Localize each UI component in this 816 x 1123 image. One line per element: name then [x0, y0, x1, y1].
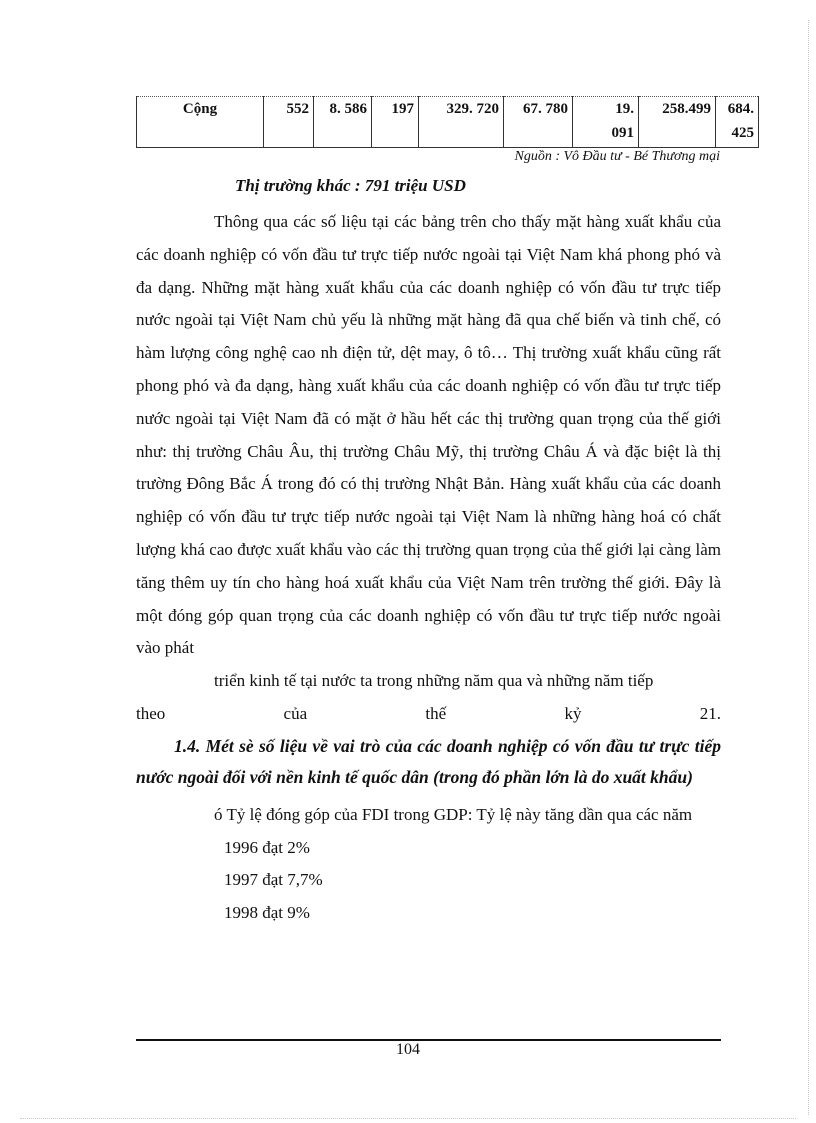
- table-cell: 8. 586: [314, 97, 372, 148]
- table-row: [137, 97, 759, 148]
- table-cell: 684. 425: [716, 97, 759, 148]
- page-edge-right: [808, 20, 809, 1115]
- word: của: [283, 703, 308, 723]
- word: 21.: [699, 703, 721, 723]
- word: thế: [425, 703, 447, 723]
- paragraph-development-end: [136, 698, 721, 731]
- fdi-rate-1998: 1998 đạt 9%: [224, 903, 310, 923]
- fdi-rate-1996: 1996 đạt 2%: [224, 837, 310, 857]
- word: theo: [136, 703, 166, 723]
- total-row-table: [136, 96, 759, 148]
- page-number: 104: [396, 1041, 420, 1058]
- paragraph-export: Thông qua các số liệu tại các bảng trên cho thấy mặt hàng xuất khẩu của các doanh nghiệp có vốn đầu tư trực tiếp nước ngoài tại Việt Nam khá phong phó và đa dạng. Những mặt hàng xuất khẩu của các doanh nghiệp có vốn đầu tư trực tiếp nước ngoài tại Việt Nam chủ yếu là những mặt hàng đã qua chế biến và tinh chế, có hàm lượng công nghệ cao nh điện tử, dệt may, ô tô… Thị trường xuất khẩu cũng rất phong phó và đa dạng, hàng xuất khẩu của các doanh nghiệp có vốn đầu tư trực tiếp nước ngoài tại Việt Nam đã có mặt ở hầu hết các thị trường quan trọng của thế giới như: thị trường Châu Âu, thị trường Châu Mỹ, thị trường Châu Á và đặc biệt là thị trường Đông Bắc Á trong đó có thị trường Nhật Bản. Hàng xuất khẩu của các doanh nghiệp có vốn đầu tư trực tiếp nước ngoài tại Việt Nam là những hàng hoá có chất lượng khá cao được xuất khẩu vào các thị trường quan trọng của thế giới lại càng làm tăng thêm uy tín cho hàng hoá xuất khẩu của Việt Nam trên trường thế giới. Đây là một đóng góp quan trọng của các doanh nghiệp có vốn đầu tư trực tiếp nước ngoài vào phát: [136, 212, 721, 658]
- total-label: Cộng: [137, 97, 264, 148]
- table-cell: 329. 720: [419, 97, 504, 148]
- table-cell: 197: [372, 97, 419, 148]
- market-heading: Thị trường khác : 791 triệu USD: [235, 176, 466, 195]
- table-cell: 552: [264, 97, 314, 148]
- fdi-intro: ó Tỷ lệ đóng góp của FDI trong GDP: Tỷ lệ này tăng dần qua các năm: [214, 804, 693, 824]
- table-cell: 258.499: [639, 97, 716, 148]
- page-edge-bottom: [20, 1118, 796, 1119]
- section-heading: 1.4. Mét sè số liệu về vai trò của các doanh nghiệp có vốn đầu tư trực tiếp nước ngoài đối với nền kinh tế quốc dân (trong đó phần lớn là do xuất khẩu): [136, 735, 721, 787]
- table-cell: 19. 091: [573, 97, 639, 148]
- word: kỷ: [564, 703, 582, 723]
- table-cell: 67. 780: [504, 97, 573, 148]
- body-text: [136, 206, 721, 930]
- source-note: Nguồn : Vô Đầu tư - Bé Thương mại: [514, 149, 720, 164]
- paragraph-development: triển kinh tế tại nước ta trong những năm qua và những năm tiếp: [214, 671, 654, 691]
- fdi-rate-1997: 1997 đạt 7,7%: [224, 870, 323, 890]
